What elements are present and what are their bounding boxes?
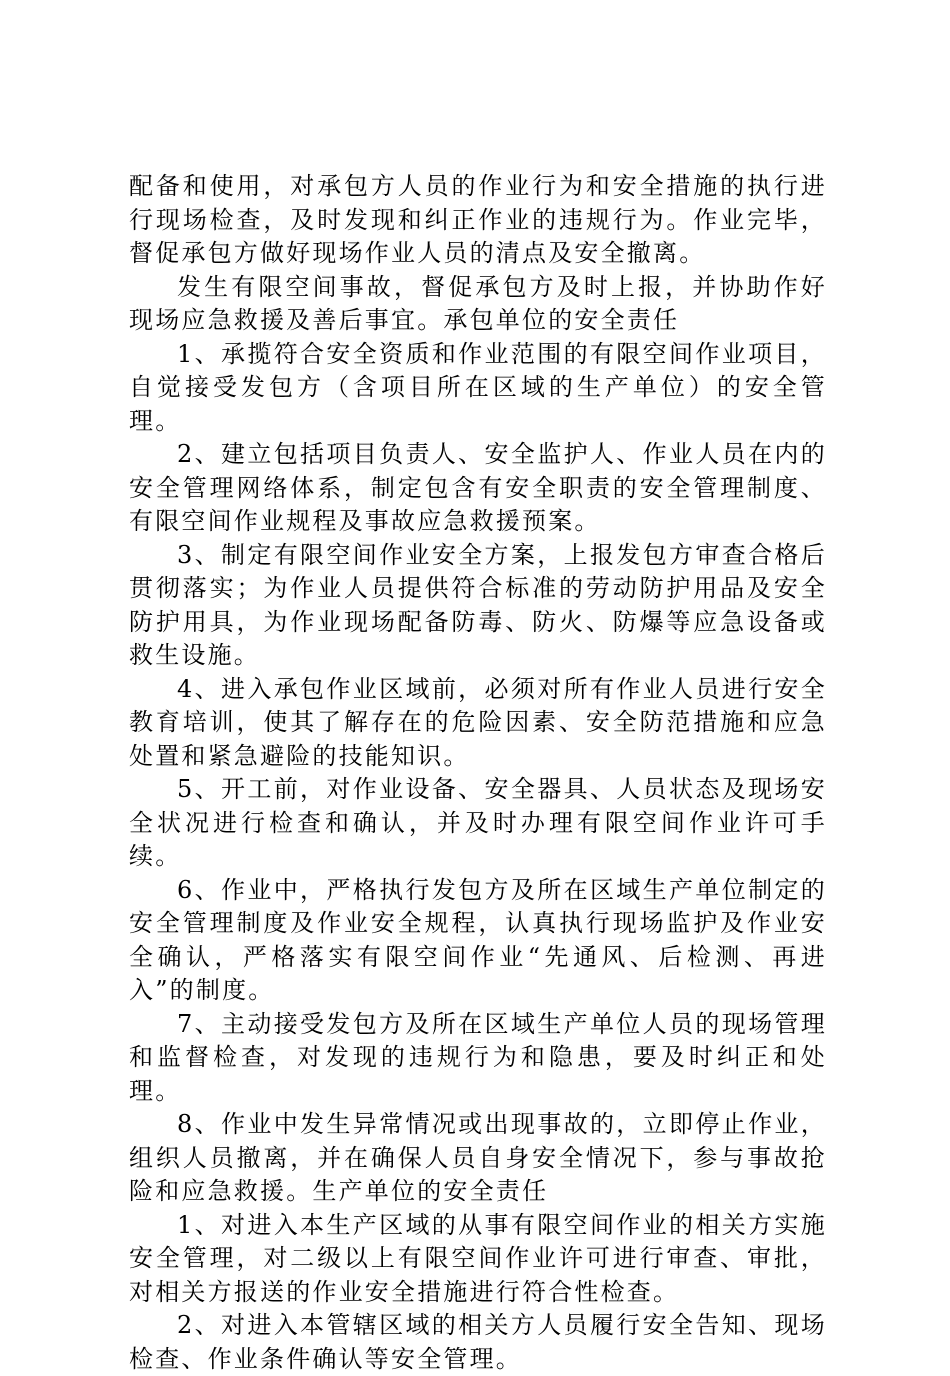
paragraph-accident-report: 发生有限空间事故，督促承包方及时上报，并协助作好现场应急救援及善后事宜。承包单位的安全责任: [129, 272, 827, 334]
paragraph-production-item-1: 1、对进入本生产区域的从事有限空间作业的相关方实施安全管理，对二级以上有限空间作业许可进行审查、审批，对相关方报送的作业安全措施进行符合性检查。: [129, 1210, 827, 1306]
paragraph-contractor-item-1: 1、承揽符合安全资质和作业范围的有限空间作业项目，自觉接受发包方（含项目所在区域的生产单位）的安全管理。: [129, 339, 827, 435]
document-page: [129, 170, 827, 1376]
paragraph-continuation: 配备和使用，对承包方人员的作业行为和安全措施的执行进行现场检查，及时发现和纠正作业的违规行为。作业完毕，督促承包方做好现场作业人员的清点及安全撤离。: [129, 172, 827, 267]
paragraph-production-item-2: 2、对进入本管辖区域的相关方人员履行安全告知、现场检查、作业条件确认等安全管理。: [129, 1311, 827, 1373]
paragraph-contractor-item-6: 6、作业中，严格执行发包方及所在区域生产单位制定的安全管理制度及作业安全规程，认真执行现场监护及作业安全确认，严格落实有限空间作业“先通风、后检测、再进入”的制度。: [129, 875, 827, 1004]
paragraph-contractor-item-3: 3、制定有限空间作业安全方案，上报发包方审查合格后贯彻落实；为作业人员提供符合标准的劳动防护用品及安全防护用具，为作业现场配备防毒、防火、防爆等应急设备或救生设施。: [129, 540, 827, 669]
paragraph-contractor-item-4: 4、进入承包作业区域前，必须对所有作业人员进行安全教育培训，使其了解存在的危险因素、安全防范措施和应急处置和紧急避险的技能知识。: [129, 674, 827, 770]
paragraph-contractor-item-7: 7、主动接受发包方及所在区域生产单位人员的现场管理和监督检查，对发现的违规行为和隐患，要及时纠正和处理。: [129, 1009, 827, 1105]
paragraph-contractor-item-5: 5、开工前，对作业设备、安全器具、人员状态及现场安全状况进行检查和确认，并及时办理有限空间作业许可手续。: [129, 775, 827, 870]
paragraph-contractor-item-8: 8、作业中发生异常情况或出现事故的，立即停止作业，组织人员撤离，并在确保人员自身安全情况下，参与事故抢险和应急救援。生产单位的安全责任: [129, 1110, 827, 1205]
paragraph-contractor-item-2: 2、建立包括项目负责人、安全监护人、作业人员在内的安全管理网络体系，制定包含有安全职责的安全管理制度、有限空间作业规程及事故应急救援预案。: [129, 440, 827, 535]
